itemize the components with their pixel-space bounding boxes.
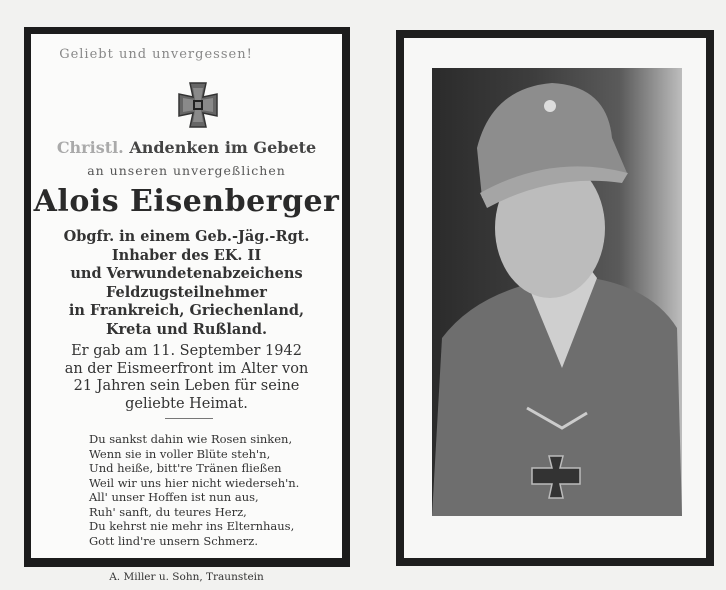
info-line: Feldzugsteilnehmer xyxy=(106,283,267,301)
service-info xyxy=(31,228,342,339)
poem-line: Und heiße, bitt're Tränen fließen xyxy=(89,461,282,475)
info-line: Obgfr. in einem Geb.-Jäg.-Rgt. xyxy=(63,228,310,245)
death-line: an der Eismeerfront im Alter von xyxy=(64,360,309,377)
poem-line: Gott lind're unsern Schmerz. xyxy=(89,533,258,548)
poem-line: Wenn sie in voller Blüte steh'n, xyxy=(89,446,271,461)
death-notice xyxy=(31,343,342,413)
deceased-name: Alois Eisenberger xyxy=(33,184,340,219)
motto: Geliebt und unvergessen! xyxy=(59,47,253,62)
info-line: und Verwundetenabzeichens xyxy=(70,265,303,282)
info-line: in Frankreich, Griechenland, xyxy=(68,302,305,319)
printer-credit: A. Miller u. Sohn, Traunstein xyxy=(109,571,264,583)
subtitle: an unseren unvergeßlichen xyxy=(87,163,286,178)
remembrance-line xyxy=(31,138,342,157)
remembrance-text: Andenken im Gebete xyxy=(129,138,317,157)
death-line: 21 Jahren sein Leben für seine xyxy=(73,378,300,394)
portrait-illustration xyxy=(432,68,682,516)
poem-line: Du kehrst nie mehr ins Elternhaus, xyxy=(89,519,295,533)
remembrance-faded: Christl. xyxy=(56,138,124,157)
poem-line: Ruh' sanft, du teures Herz, xyxy=(89,504,247,519)
info-line: Kreta und Rußland. xyxy=(105,320,268,338)
iron-cross-icon xyxy=(173,80,223,130)
info-line: Inhaber des EK. II xyxy=(111,246,262,264)
poem xyxy=(89,432,299,548)
death-line: geliebte Heimat. xyxy=(125,395,248,412)
poem-line: Weil wir uns hier nicht wiederseh'n. xyxy=(89,475,300,490)
poem-line: All' unser Hoffen ist nun aus, xyxy=(89,490,259,504)
poem-line: Du sankst dahin wie Rosen sinken, xyxy=(89,432,293,446)
death-line: Er gab am 11. September 1942 xyxy=(71,343,302,359)
divider xyxy=(165,418,213,419)
soldier-portrait xyxy=(432,68,682,516)
